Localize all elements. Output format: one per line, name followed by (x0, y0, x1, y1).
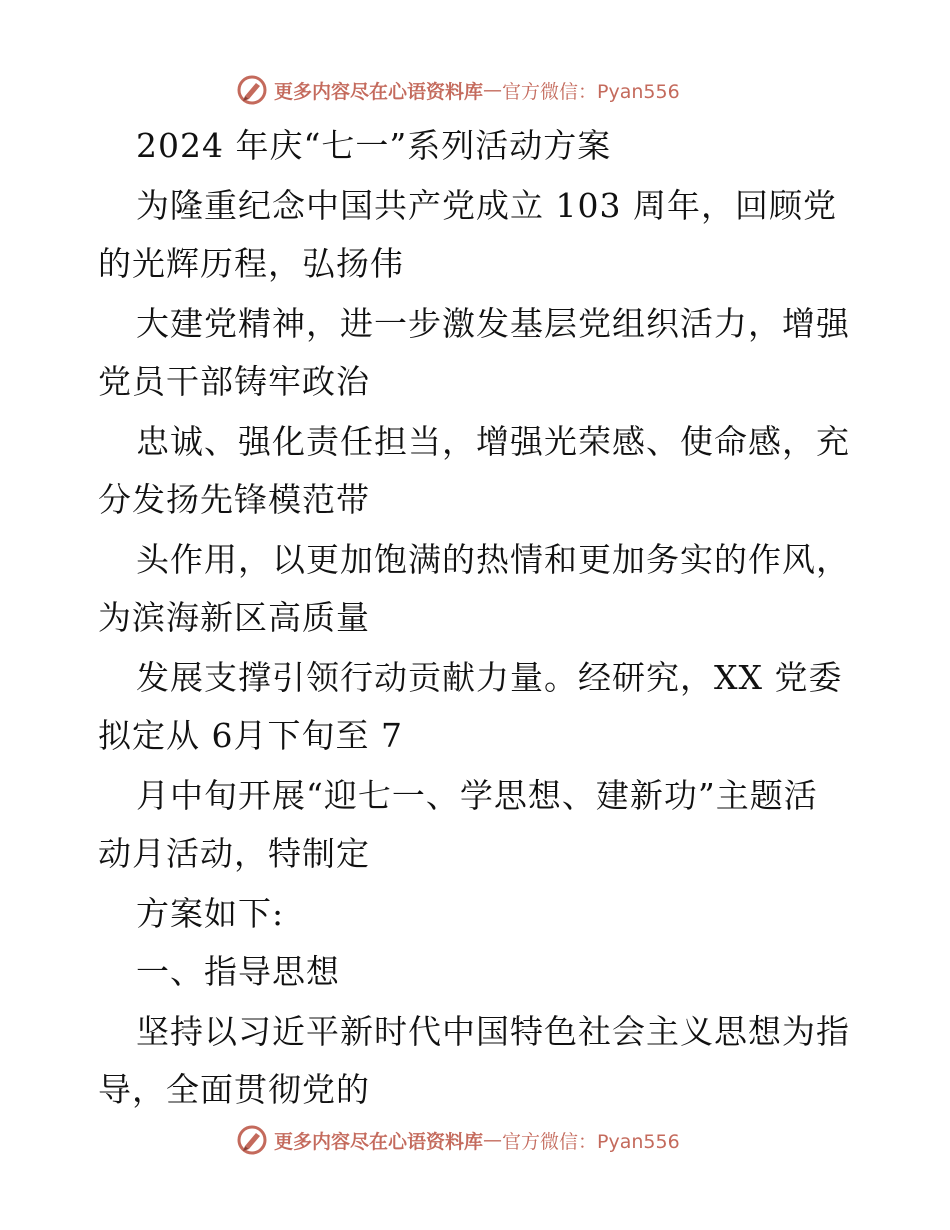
paragraph-line: 大建党精神，进一步激发基层党组织活力，增强 (136, 304, 850, 343)
paragraph-line: 拟定从 6月下旬至 7 (98, 716, 403, 755)
paragraph-line: 为滨海新区高质量 (98, 598, 370, 637)
watermark-dash: — (483, 79, 503, 101)
paragraph-line: 党员干部铸牢政治 (98, 362, 370, 401)
paragraph-line: 为隆重纪念中国共产党成立 103 周年，回顾党 (136, 186, 837, 225)
pen-logo-icon (236, 1124, 268, 1156)
paragraph-line: 动月活动，特制定 (98, 834, 370, 873)
paragraph-line: 的光辉历程，弘扬伟 (98, 244, 404, 283)
header-watermark (236, 72, 680, 108)
watermark-dash: — (483, 1129, 503, 1151)
watermark-wechat: 官方微信：Pyan556 (502, 1130, 680, 1153)
paragraph-line: 分发扬先锋模范带 (98, 480, 370, 519)
document-title: 2024 年庆“七一”系列活动方案 (136, 126, 612, 165)
paragraph-line: 坚持以习近平新时代中国特色社会主义思想为指 (136, 1012, 850, 1051)
paragraph-line: 导，全面贯彻党的 (98, 1070, 370, 1109)
section-heading: 一、指导思想 (136, 952, 340, 991)
watermark-text: 更多内容尽在心语资料库 (274, 1130, 484, 1153)
pen-logo-icon (236, 74, 268, 106)
paragraph-line: 发展支撑引领行动贡献力量。经研究，XX 党委 (136, 658, 843, 697)
paragraph-line: 头作用，以更加饱满的热情和更加务实的作风， (136, 540, 850, 579)
paragraph-line: 忠诚、强化责任担当，增强光荣感、使命感，充 (136, 422, 850, 461)
watermark-wechat: 官方微信：Pyan556 (502, 80, 680, 103)
paragraph-line: 月中旬开展“迎七一、学思想、建新功”主题活 (136, 776, 818, 815)
footer-watermark (236, 1122, 680, 1158)
paragraph-line: 方案如下: (136, 894, 285, 933)
watermark-text: 更多内容尽在心语资料库 (274, 80, 484, 103)
